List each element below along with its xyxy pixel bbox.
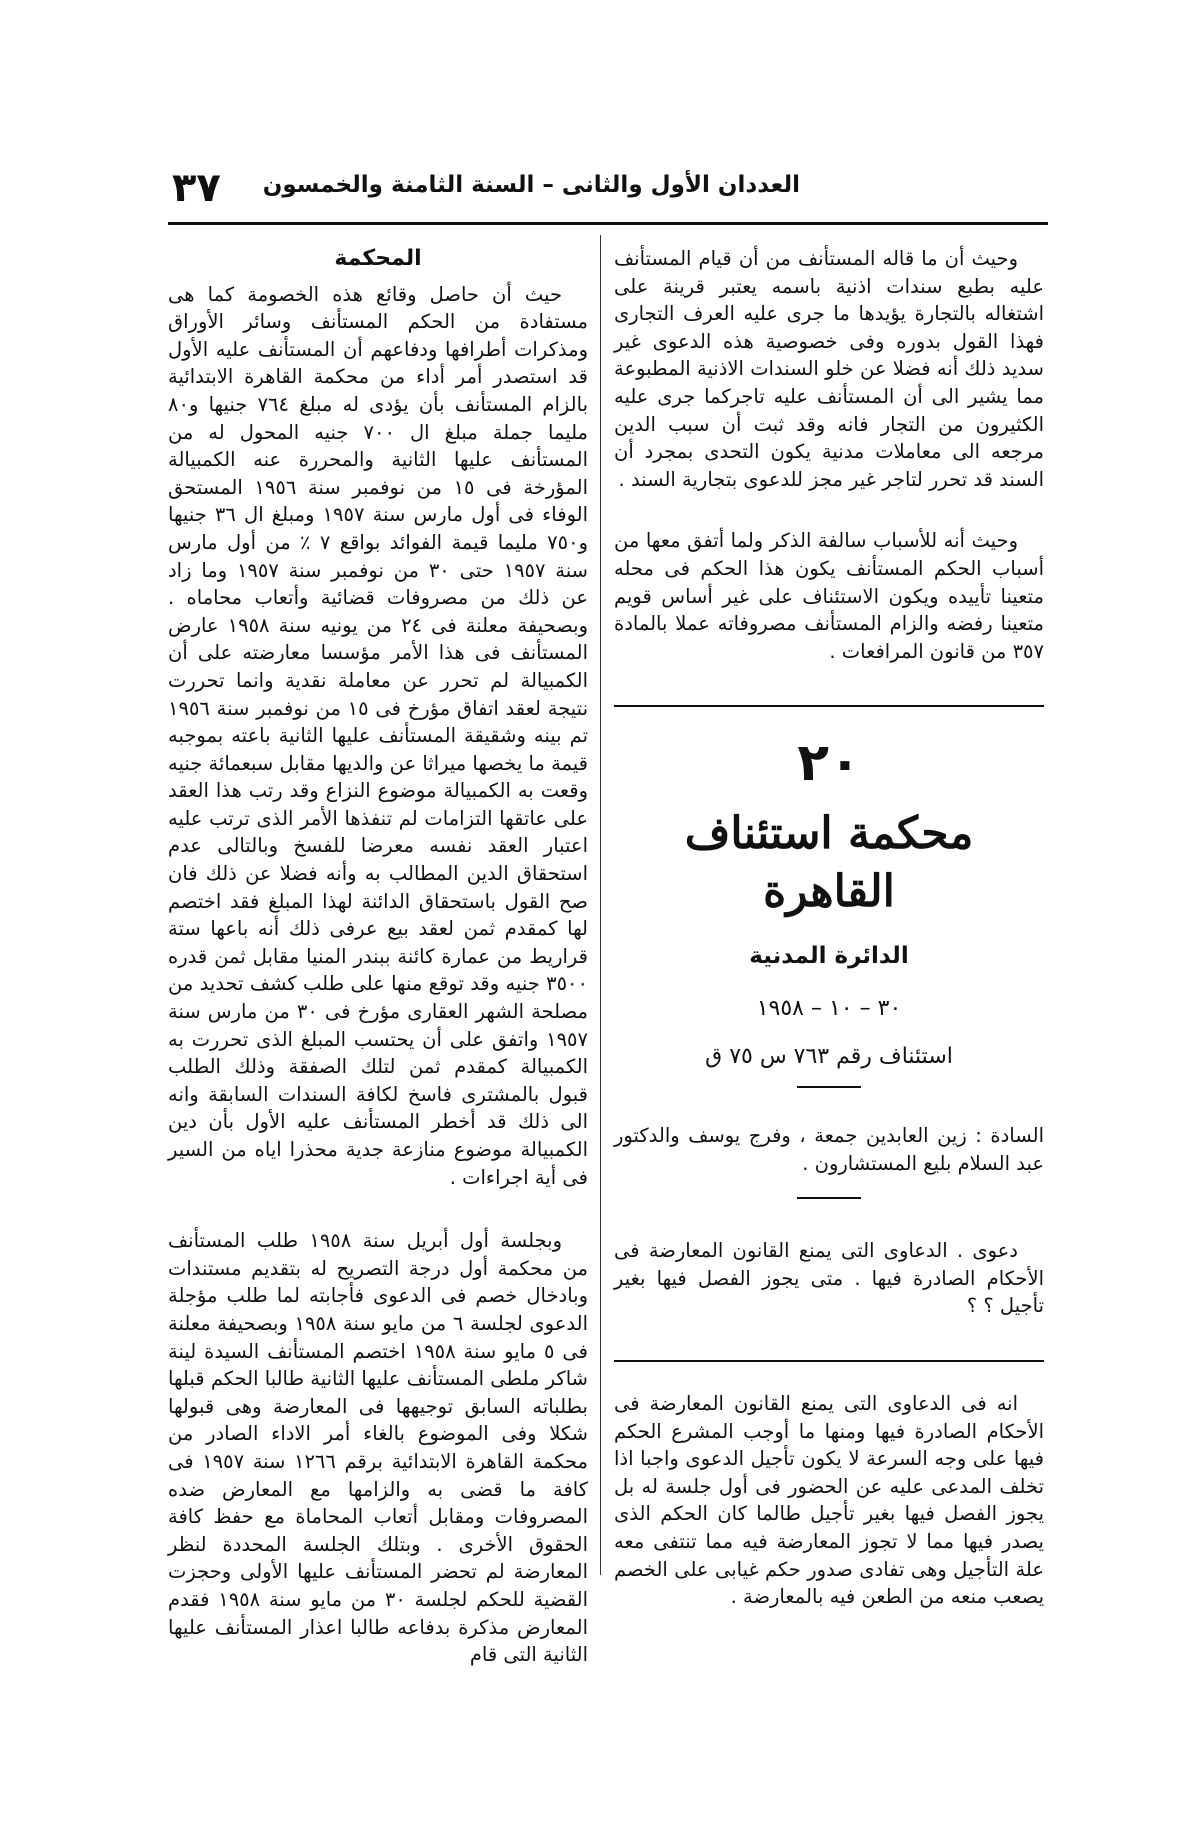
case-date: ٣٠ – ١٠ – ١٩٥٨ [756, 995, 902, 1021]
running-title: العددان الأول والثانى – السنة الثامنة والخمسون [262, 172, 800, 198]
page-number: ٣٧ [172, 165, 221, 211]
column-divider [600, 235, 601, 1575]
facts-paragraph-1: حيث أن حاصل وقائع هذه الخصومة كما هى مستفادة من الحكم المستأنف وسائر الأوراق ومذكرات أطرافها ودفاعهم أن المستأنف عليه الأول قد استصدر أمر أداء من محكمة القاهرة الابتدائية بالزام المستأنف بأن يؤدى له مبلغ ٧٦٤ جنيها و٨٠ مليما جملة مبلغ ال ٧٠٠ جنيه المحول له من المستأنف عليها الثانية والمحررة عنه الكمبيالة المؤرخة فى ١٥ من نوفمبر سنة ١٩٥٦ المستحق الوفاء فى أول مارس سنة ١٩٥٧ ومبلغ ال ٣٦ جنيها و٧٥٠ مليما قيمة الفوائد بواقع ٧ ٪ من أول مارس سنة ١٩٥٧ حتى ٣٠ من نوفمبر سنة ١٩٥٧ وما زاد عن ذلك من مصروفات قضائية وأتعاب محاماه . وبصحيفة معلنة فى ٢٤ من يونيه سنة ١٩٥٨ عارض المستأنف فى هذا الأمر مؤسسا معارضته على أن الكمبيالة لم تحرر عن معاملة نقدية وانما تحررت نتيجة لعقد اتفاق مؤرخ فى ١٥ من نوفمبر سنة ١٩٥٦ تم بينه وشقيقة المستأنف عليها الثانية باعته بموجبه قيمة ما يخصها ميراثا عن والديها مقابل سبعمائة جنيه وقعت به الكمبيالة موضوع النزاع وقد رتب هذا العقد على عاتقها التزامات لم تنفذها الأمر الذى ترتب عليه اعتبار العقد نفسه معرضا للفسخ وبالتالى عدم استحقاق الدين المطالب به وأنه فضلا عن ذلك فان صح القول باستحقاق الدائنة لهذا المبلغ فقد اختصم لها كمقدم ثمن لعقد بيع عرفى ذلك أنه باعها ستة قراريط من عمارة كائنة ببندر المنيا مقابل ثمن قدره ٣٥٠٠ جنيه وقد توقع منها على طلب كشف تحديد من مصلحة الشهر العقارى مؤرخ فى ٣٠ من مارس سنة ١٩٥٧ واتفق على أن يحتسب المبلغ الذى تحررت به الكمبيالة كمقدم ثمن لتلك الصفقة وذلك الطلب قبول بالمشترى فاسخ لكافة السندات السابقة وانه الى ذلك قد أخطر المستأنف عليه الأول بأن دين الكمبيالة موضوع منازعة جدية محذرا اياه من السير فى أية اجراءات . [168, 282, 589, 1189]
court-circuit: الدائرة المدنية [749, 943, 909, 970]
judges-list: السادة : زين العابدين جمعة ، وفرج يوسف والدكتور عبد السلام بليع المستشارون . [614, 1124, 1044, 1175]
case-number: ٢٠ [797, 733, 861, 794]
court-heading: المحكمة [334, 246, 422, 271]
legal-principle: انه فى الدعاوى التى يمنع القانون المعارضة فى الأحكام الصادرة فيها ومنها ما أوجب المشرع الحكم فيها على وجه السرعة لا يكون تأجيل الدعوى واجبا اذا تخلف المدعى عليه عن الحضور فى أول جلسة له بل يجوز الفصل فيها بغير تأجيل طالما كان الحكم الذى يصدر فيها مما لا تجوز المعارضة فيه مما تنتفى معه علة التأجيل وهى تفادى صدور حكم غيابى على الخصم يصعب منعه من الطعن فيه بالمعارضة . [614, 1392, 1044, 1609]
case-summary: دعوى . الدعاوى التى يمنع القانون المعارضة فى الأحكام الصادرة فيها . متى يجوز الفصل فيها بغير تأجيل ؟ ؟ [614, 1239, 1044, 1318]
court-name: محكمة استئناف القاهرة [684, 808, 974, 918]
header-rule [168, 222, 1048, 225]
left-column [168, 245, 588, 1669]
facts-paragraph-2: وبجلسة أول أبريل سنة ١٩٥٨ طلب المستأنف من محكمة أول درجة التصريح له بتقديم مستندات وبادخال خصم فى الدعوى فأجابته لما طلب مؤجلة الدعوى لجلسة ٦ من مايو سنة ١٩٥٨ وبصحيفة معلنة فى ٥ مايو سنة ١٩٥٨ اختصم المستأنف السيدة لينة شاكر ملطى المستأنف عليها الثانية طالبا الحكم قبلها بطلباته السابق توجيهها فى المعارضة وهى قبولها شكلا وفى الموضوع بالغاء أمر الاداء الصادر من محكمة القاهرة الابتدائية برقم ١٢٦٦ سنة ١٩٥٧ فى كافة ما قضى به والزامها مع المعارض ضده المصروفات ومقابل أتعاب المحاماة مع حفظ كافة الحقوق الأخرى . وبتلك الجلسة المحددة لنظر المعارضة لم تحضر المستأنف عليها الأولى وحجزت القضية للحكم لجلسة ٣٠ من مايو سنة ١٩٥٨ فقدم المعارض مذكرة بدفاعه طالبا اعذار المستأنف عليها الثانية التى قام [168, 1229, 589, 1667]
right-column [614, 245, 1044, 1611]
reasoning-paragraph-1: وحيث أن ما قاله المستأنف من أن قيام المستأنف عليه بطبع سندات اذنية باسمه يعتبر قرينة على اشتغاله بالتجارة يؤيدها ما جرى عليه العرف التجارى فهذا القول بدوره وفى خصوصية هذه الدعوى غير سديد ذلك أنه فضلا عن خلو السندات الاذنية المطبوعة مما يشير الى أن المستأنف عليه تاجركما جرى عليه الكثيرون من التجار فانه وقد ثبت أن سبب الدين مرجعه الى معاملات مدنية يكون التحدى بمجرد أن السند قد تحرر لتاجر غير مجز للدعوى بتجارية السند . [614, 247, 1044, 491]
reasoning-paragraph-2: وحيث أنه للأسباب سالفة الذكر ولما أتفق معها من أسباب الحكم المستأنف يكون هذا الحكم فى محله متعينا تأييده ويكون الاستئناف على غير أساس قويم متعينا رفضه والزام المستأنف مصروفاته عملا بالمادة ٣٥٧ من قانون المرافعات . [614, 529, 1044, 663]
appeal-number: استئناف رقم ٧٦٣ س ٧٥ ق [705, 1043, 953, 1069]
